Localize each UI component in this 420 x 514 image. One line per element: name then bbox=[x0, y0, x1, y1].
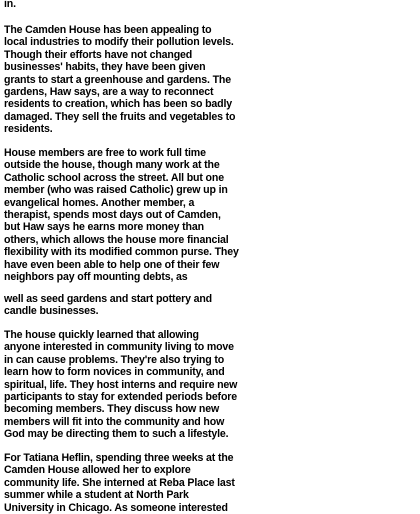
text-line: God may be directing them to such a lifestyle. bbox=[4, 428, 229, 441]
text-line: businesses' habits, they have been given bbox=[4, 61, 206, 74]
text-line: local industries to modify their pollution levels. bbox=[4, 36, 234, 49]
paragraph bbox=[4, 293, 212, 318]
text-line: grants to start a greenhouse and gardens. The bbox=[4, 73, 231, 86]
text-line: evangelical homes. Another member, a bbox=[4, 196, 195, 209]
text-line: member (who was raised Catholic) grew up in bbox=[4, 184, 228, 197]
text-line: but Haw says he earns more money than bbox=[4, 221, 204, 234]
text-line: Though their efforts have not changed bbox=[4, 48, 193, 61]
text-line: outside the house, though many work at the bbox=[4, 159, 220, 172]
text-line: have even been able to help one of their few bbox=[4, 258, 220, 271]
text-line: residents. bbox=[4, 123, 53, 136]
text-line: House members are free to work full time bbox=[4, 147, 206, 159]
text-line: residents to creation, which has been so badly bbox=[4, 98, 232, 111]
paragraph bbox=[4, 24, 235, 136]
paragraph bbox=[4, 329, 237, 441]
text-line: University in Chicago. As someone interested bbox=[4, 501, 228, 514]
text-line: spiritual, life. They host interns and require new bbox=[4, 378, 238, 391]
text-line: Camden House allowed her to explore bbox=[4, 464, 191, 477]
text-line: in. bbox=[4, 0, 16, 10]
text-line: therapist, spends most days out of Camden, bbox=[4, 208, 221, 221]
text-line: flexibility with its modified common purse. They bbox=[4, 246, 239, 259]
text-line: The house quickly learned that allowing bbox=[4, 329, 199, 341]
paragraph bbox=[4, 147, 239, 283]
text-line: For Tatiana Heflin, spending three weeks at the bbox=[4, 452, 234, 464]
text-line: summer while a student at North Park bbox=[4, 489, 189, 502]
text-line: becoming members. They discuss how new bbox=[4, 403, 220, 416]
text-line: anyone interested in community living to move bbox=[4, 341, 234, 354]
text-line: participants to stay for extended periods before bbox=[4, 390, 237, 403]
text-line: others, which allows the house more financial bbox=[4, 233, 229, 246]
paragraph bbox=[4, 452, 235, 514]
text-line: damaged. They sell the fruits and vegetables to bbox=[4, 110, 236, 123]
text-line: community life. She interned at Reba Place last bbox=[4, 476, 235, 489]
text-line: The Camden House has been appealing to bbox=[4, 24, 212, 36]
text-line: Catholic school across the street. All but one bbox=[4, 171, 224, 184]
text-line: in can cause problems. They're also trying to bbox=[4, 353, 225, 366]
paragraph-fragment bbox=[4, 0, 16, 10]
text-line: neighbors pay off mounting debts, as bbox=[4, 270, 188, 283]
text-line: members will fit into the community and how bbox=[4, 415, 225, 428]
text-line: gardens, Haw says, are a way to reconnect bbox=[4, 85, 214, 98]
text-line: well as seed gardens and start pottery and bbox=[4, 293, 212, 305]
text-line: learn how to form novices in community, and bbox=[4, 366, 225, 379]
text-line: candle businesses. bbox=[4, 305, 99, 318]
